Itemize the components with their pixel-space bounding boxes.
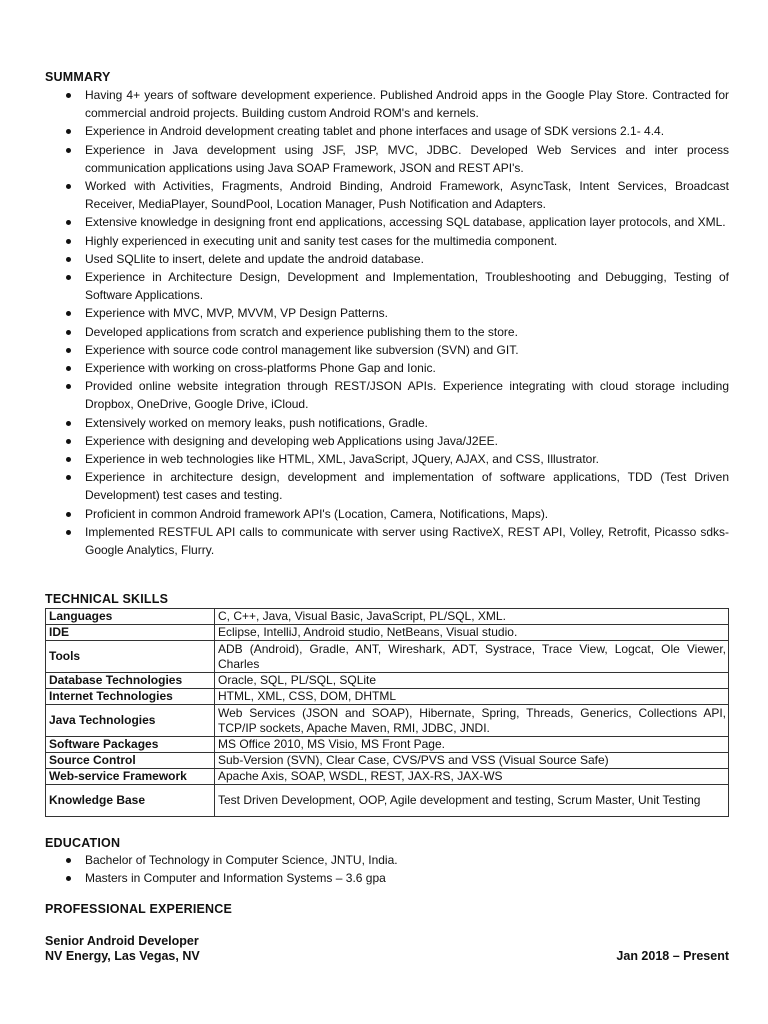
skill-category: Source Control — [46, 753, 215, 769]
skill-category: Knowledge Base — [46, 785, 215, 817]
summary-item: Developed applications from scratch and experience publishing them to the store. — [45, 323, 729, 341]
education-item: Masters in Computer and Information Systems – 3.6 gpa — [45, 869, 729, 887]
skill-value: HTML, XML, CSS, DOM, DHTML — [215, 689, 729, 705]
skill-category: Web-service Framework — [46, 769, 215, 785]
job-title: Senior Android Developer — [45, 934, 199, 948]
summary-item: Having 4+ years of software development experience. Published Android apps in the Google Play Store. Contracted for commercial android projects. Building custom Android ROM's and kernels. — [45, 86, 729, 122]
summary-item: Proficient in common Android framework API's (Location, Camera, Notifications, Maps). — [45, 505, 729, 523]
table-row — [46, 705, 729, 737]
skill-category: Software Packages — [46, 737, 215, 753]
summary-item: Experience with MVC, MVP, MVVM, VP Design Patterns. — [45, 304, 729, 322]
table-row — [46, 673, 729, 689]
technical-skills-table — [45, 608, 729, 817]
technical-skills-heading: TECHNICAL SKILLS — [45, 592, 169, 606]
skill-value: C, C++, Java, Visual Basic, JavaScript, PL/SQL, XML. — [215, 609, 729, 625]
summary-list — [45, 86, 729, 559]
summary-item: Extensively worked on memory leaks, push notifications, Gradle. — [45, 414, 729, 432]
skill-category: IDE — [46, 625, 215, 641]
table-row — [46, 737, 729, 753]
skill-category: Tools — [46, 641, 215, 673]
skill-value: Eclipse, IntelliJ, Android studio, NetBeans, Visual studio. — [215, 625, 729, 641]
skill-value: Oracle, SQL, PL/SQL, SQLite — [215, 673, 729, 689]
skill-value: Test Driven Development, OOP, Agile development and testing, Scrum Master, Unit Testing — [215, 785, 729, 817]
education-heading: EDUCATION — [45, 836, 121, 850]
summary-item: Experience with working on cross-platforms Phone Gap and Ionic. — [45, 359, 729, 377]
professional-experience-heading: PROFESSIONAL EXPERIENCE — [45, 902, 233, 916]
summary-item: Experience in Architecture Design, Development and Implementation, Troubleshooting and Debugging, Testing of Software Applications. — [45, 268, 729, 304]
table-row — [46, 609, 729, 625]
summary-item: Highly experienced in executing unit and sanity test cases for the multimedia component. — [45, 232, 729, 250]
summary-item: Experience with source code control management like subversion (SVN) and GIT. — [45, 341, 729, 359]
job-company: NV Energy, Las Vegas, NV — [45, 949, 200, 963]
summary-item: Experience in Android development creating tablet and phone interfaces and usage of SDK versions 2.1- 4.4. — [45, 122, 729, 140]
skill-value: Apache Axis, SOAP, WSDL, REST, JAX-RS, JAX-WS — [215, 769, 729, 785]
table-row — [46, 689, 729, 705]
skill-category: Database Technologies — [46, 673, 215, 689]
skill-category: Java Technologies — [46, 705, 215, 737]
skill-value: MS Office 2010, MS Visio, MS Front Page. — [215, 737, 729, 753]
summary-item: Provided online website integration through REST/JSON APIs. Experience integrating with cloud storage including Dropbox, OneDrive, Google Drive, iCloud. — [45, 377, 729, 413]
skill-value: ADB (Android), Gradle, ANT, Wireshark, ADT, Systrace, Trace View, Logcat, Ole Viewer, Charles — [215, 641, 729, 673]
summary-item: Implemented RESTFUL API calls to communicate with server using RactiveX, REST API, Volley, Retrofit, Picasso sdks- Google Analytics, Flurry. — [45, 523, 729, 559]
skill-category: Languages — [46, 609, 215, 625]
summary-item: Experience in Java development using JSF, JSP, MVC, JDBC. Developed Web Services and inter process communication applications using Java SOAP Framework, JSON and REST API's. — [45, 141, 729, 177]
summary-item: Experience in web technologies like HTML, XML, JavaScript, JQuery, AJAX, and CSS, Illustrator. — [45, 450, 729, 468]
table-row — [46, 641, 729, 673]
table-row — [46, 785, 729, 817]
summary-item: Experience with designing and developing web Applications using Java/J2EE. — [45, 432, 729, 450]
table-row — [46, 625, 729, 641]
skill-category: Internet Technologies — [46, 689, 215, 705]
job-dates: Jan 2018 – Present — [616, 949, 729, 963]
education-item: Bachelor of Technology in Computer Science, JNTU, India. — [45, 851, 729, 869]
education-list — [45, 851, 729, 887]
summary-item: Extensive knowledge in designing front end applications, accessing SQL database, application layer protocols, and XML. — [45, 213, 729, 231]
summary-item: Used SQLlite to insert, delete and update the android database. — [45, 250, 729, 268]
table-row — [46, 753, 729, 769]
job-company-line — [45, 949, 729, 963]
summary-item: Experience in architecture design, development and implementation of software applications, TDD (Test Driven Development) test cases and testing. — [45, 468, 729, 504]
summary-item: Worked with Activities, Fragments, Android Binding, Android Framework, AsyncTask, Intent Services, Broadcast Receiver, MediaPlayer, SoundPool, Location Manager, Push Notification and Adapters. — [45, 177, 729, 213]
summary-heading: SUMMARY — [45, 70, 111, 84]
skill-value: Sub-Version (SVN), Clear Case, CVS/PVS and VSS (Visual Source Safe) — [215, 753, 729, 769]
table-row — [46, 769, 729, 785]
skill-value: Web Services (JSON and SOAP), Hibernate, Spring, Threads, Generics, Collections API, TCP/IP sockets, Apache Maven, RMI, JDBC, JNDI. — [215, 705, 729, 737]
